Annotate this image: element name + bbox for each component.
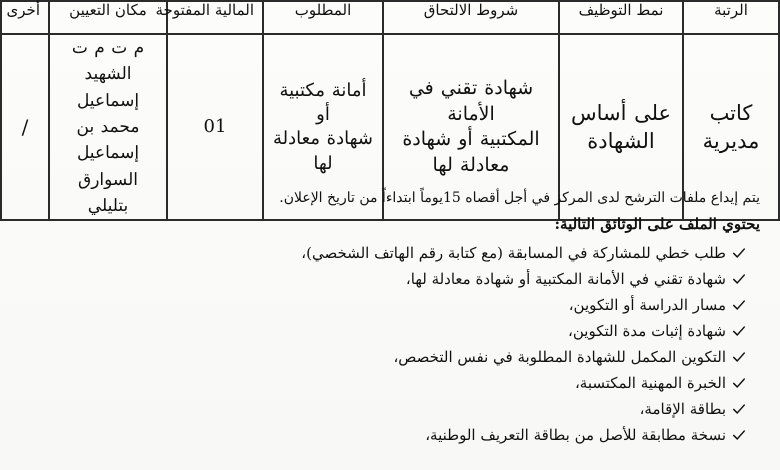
document-item-text: مسار الدراسة أو التكوين، (568, 295, 726, 314)
cell-mode: على أساس الشهادة (559, 34, 683, 220)
header-mode: نمط التوظيف (559, 1, 683, 34)
header-conditions: شروط الالتحاق (383, 1, 559, 34)
documents-title: يحتوي الملف على الوثائق التالية: (554, 215, 760, 234)
list-item (25, 240, 760, 266)
document-item-text: شهادة إثبات مدة التكوين، (568, 321, 726, 340)
list-item (25, 396, 760, 422)
cell-rank: كاتب مديرية (683, 34, 779, 220)
notice-text: يتم إيداع ملفات الترشح لدى المركز في أجل أقصاه 15يوماً ابتداءاً من تاريخ الإعلان. (279, 190, 760, 206)
header-budget: المالية المفتوحة (167, 1, 263, 34)
list-item (25, 370, 760, 396)
list-item (25, 422, 760, 448)
document-item-text: التكوين المكمل للشهادة المطلوبة في نفس التخصص، (393, 347, 726, 366)
check-icon (732, 428, 746, 442)
header-place: مكان التعيين (49, 1, 167, 34)
document-item-text: الخبرة المهنية المكتسبة، (574, 373, 726, 392)
document-content (25, 188, 760, 448)
cell-budget: 01 (167, 34, 263, 220)
header-required: المطلوب (263, 1, 383, 34)
list-item (25, 344, 760, 370)
document-item-text: بطاقة الإقامة، (639, 399, 726, 418)
list-item (25, 318, 760, 344)
document-item-text: نسخة مطابقة للأصل من بطاقة التعريف الوطنية، (425, 425, 726, 444)
check-icon (732, 272, 746, 286)
cell-place: م ت م ت الشهيد إسماعيل محمد بن إسماعيل السوارق بتليلي (49, 34, 167, 220)
documents-list (25, 240, 760, 448)
document-item-text: طلب خطي للمشاركة في المسابقة (مع كتابة رقم الهاتف الشخصي)، (301, 243, 726, 262)
check-icon (732, 350, 746, 364)
cell-conditions: شهادة تقني في الأمانة المكتبية أو شهادة معادلة لها (383, 34, 559, 220)
check-icon (732, 402, 746, 416)
list-item (25, 292, 760, 318)
list-item (25, 266, 760, 292)
check-icon (732, 324, 746, 338)
header-other: أخرى (1, 1, 49, 34)
document-item-text: شهادة تقني في الأمانة المكتبية أو شهادة معادلة لها، (405, 269, 726, 288)
header-rank: الرتبة (683, 1, 779, 34)
check-icon (732, 298, 746, 312)
check-icon (732, 376, 746, 390)
check-icon (732, 246, 746, 260)
cell-other: / (1, 34, 49, 220)
table-header-row (1, 1, 779, 34)
cell-required: أمانة مكتبية أو شهادة معادلة لها (263, 34, 383, 220)
